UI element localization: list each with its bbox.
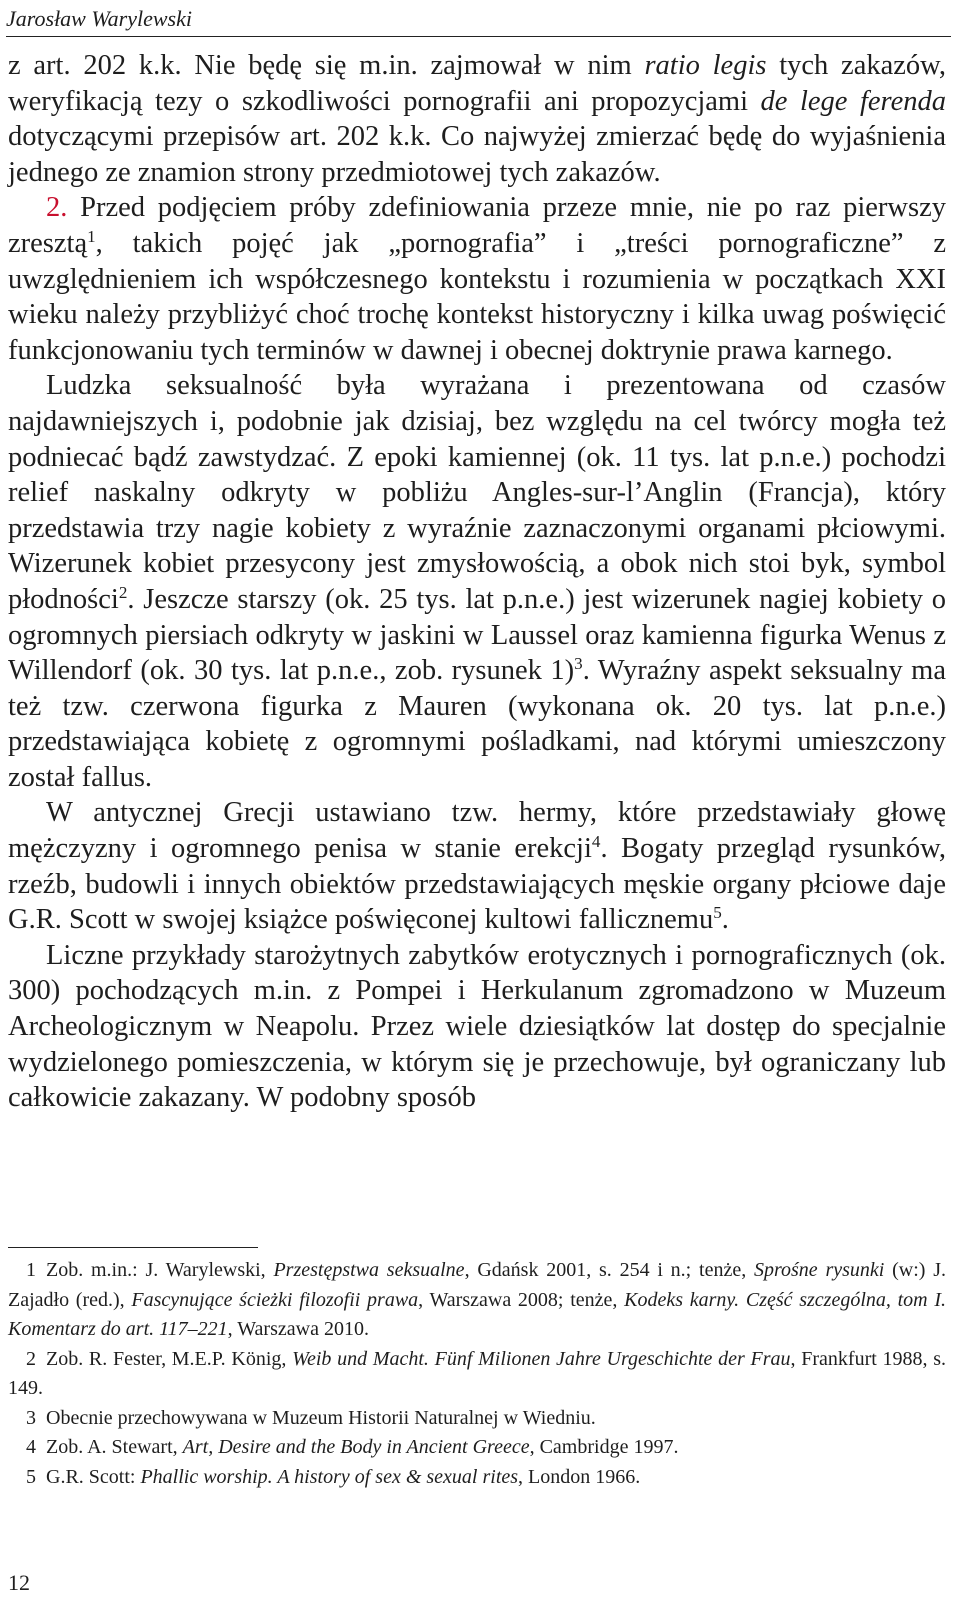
- footnote-2: 2 Zob. R. Fester, M.E.P. König, Weib und Macht. Fünf Milionen Jahre Urgeschichte der Frau, Frankfurt 1988, s. 149.: [8, 1345, 946, 1404]
- footnote-ref-5[interactable]: 5: [713, 903, 722, 922]
- footnote-1: 1 Zob. m.in.: J. Warylewski, Przestępstwa seksualne, Gdańsk 2001, s. 254 i n.; tenże, Sprośne rysunki (w:) J. Zajadło (red.), Fascynujące ścieżki filozofii prawa, Warszawa 2008; tenże, Kodeks karny. Część szczególna, tom I. Komentarz do art. 117–221, Warszawa 2010.: [8, 1256, 946, 1345]
- footnote-ref-2[interactable]: 2: [118, 582, 128, 602]
- footnotes: [8, 1256, 946, 1492]
- footnote-ref-3[interactable]: 3: [574, 653, 583, 673]
- section-number: 2.: [46, 192, 68, 224]
- paragraph-3: Ludzka seksualność była wyrażana i prezentowana od czasów najdawniejszych i, podobnie jak dzisiaj, bez względu na cel twórcy mogła też podniecać bądź zawstydzać. Z epoki kamiennej (ok. 11 tys. lat p.n.e.) pochodzi relief naskalny odkryty w pobliżu Angles-sur-l’Anglin (Francja), który przedstawia trzy nagie kobiety z wyraźnie zaznaczonymi organami płciowymi. Wizerunek kobiet przesycony jest zmysłowością, a obok nich stoi byk, symbol płodności$^2$. Jeszcze starszy (ok. 25 tys. lat p.n.e.) jest wizerunek nagiej kobiety o ogromnych piersiach odkryty w jaskini w Laussel oraz kamienna figurka Wenus z Willendorf (ok. 30 tys. lat p.n.e., zob. rysunek 1)$^3$. Wyraźny aspekt seksualny ma też tzw. czerwona figurka z Mauren (wykonana ok. 20 tys. lat p.n.e.) przedstawiająca kobietę z ogromnymi pośladkami, nad którymi umieszczony został fallus.: [8, 370, 946, 793]
- paragraph-1: z art. 202 k.k. Nie będę się m.in. zajmował w nim ratio legis tych zakazów, weryfikacją tezy o szkodliwości pornografii ani propozycjami de lege ferenda dotyczącymi przepisów art. 202 k.k. Co najwyżej zmierzać będę do wyjaśnienia jednego ze znamion strony przedmiotowej tych zakazów.: [8, 50, 947, 188]
- footnote-ref-1[interactable]: 1: [87, 226, 96, 246]
- footnote-number: 2: [26, 1347, 36, 1370]
- page-number: 12: [8, 1570, 30, 1595]
- footnote-number: 1: [26, 1259, 36, 1281]
- footnote-ref-4[interactable]: 4: [591, 831, 601, 851]
- footnote-3: 3 Obecnie przechowywana w Muzeum Historii Naturalnej w Wiedniu.: [8, 1404, 946, 1434]
- footnote-4: 4 Zob. A. Stewart, Art, Desire and the Body in Ancient Greece, Cambridge 1997.: [8, 1433, 946, 1463]
- body-text: [8, 48, 946, 1116]
- footnote-5: 5 G.R. Scott: Phallic worship. A history of sex & sexual rites, London 1966.: [8, 1463, 946, 1493]
- paragraph-5: Liczne przykłady starożytnych zabytków erotycznych i pornograficznych (ok. 300) pochodzących m.in. z Pompei i Herkulanum zgromadzono w Muzeum Archeologicznym w Neapolu. Przez wiele dziesiątków lat dostęp do specjalnie wydzielonego pomieszczenia, w którym się je przechowuje, był ograniczany lub całkowicie zakazany. W podobny sposób: [8, 939, 946, 1114]
- paragraph-2: 2. Przed podjęciem próby zdefiniowania przeze mnie, nie po raz pierwszy zresztą$^1$, takich pojęć jak „pornografia” i „treści pornograficzne” z uwzględnieniem ich współczesnego kontekstu i rozumienia w początkach XXI wieku należy przybliżyć choć trochę kontekst historyczny i kilka uwag poświęcić funkcjonowaniu tych terminów w dawnej i obecnej doktrynie prawa karnego.: [8, 192, 946, 366]
- running-head: Jarosław Warylewski: [6, 6, 192, 31]
- header-rule: [6, 36, 951, 37]
- footnote-number: 4: [26, 1436, 36, 1458]
- footnote-rule: [8, 1247, 258, 1248]
- footnote-number: 3: [26, 1406, 36, 1429]
- footnote-number: 5: [26, 1465, 36, 1488]
- paragraph-4: W antycznej Grecji ustawiano tzw. hermy, które przedstawiały głowę mężczyzny i ogromnego penisa w stanie erekcji$^4$. Bogaty przegląd rysunków, rzeźb, budowli i innych obiektów przedstawiających męskie organy płciowe daje G.R. Scott w swojej książce poświęconej kultowi fallicznemu$^5$.: [8, 797, 947, 936]
